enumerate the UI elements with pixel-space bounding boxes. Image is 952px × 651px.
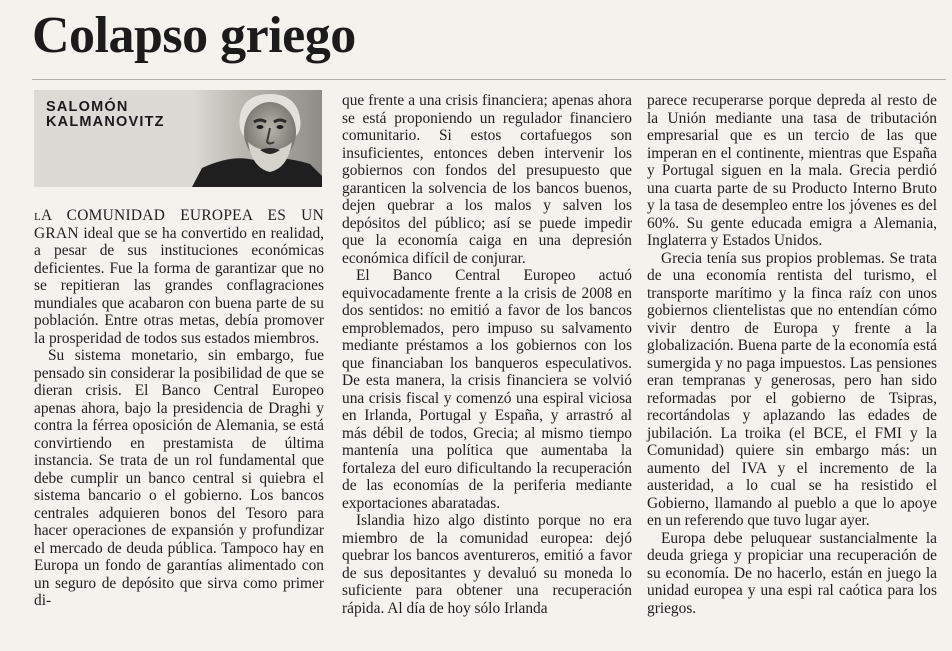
article-paragraph: que frente a una crisis financiera; apenas ahora se está proponiendo un regulador financiero comunitario. Si estos cortafuegos son insuficientes, entonces deben intervenir los gobiernos con fondos del presupuesto que garanticen la solvencia de los bancos buenos, dejen quebrar a los malos y salven los depósitos del público; así se puede impedir que la economía caiga en una depresión económica difícil de conjurar.	[342, 92, 632, 267]
article-paragraph: parece recuperarse porque depreda al resto de la Unión mediante una tasa de tributación empresarial que es un tercio de las que imperan en el continente, mientras que España y Portugal siguen en la mala. Grecia perdió una cuarta parte de su Producto Interno Bruto y la tasa de desempleo entre los jóvenes es del 60%. Su gente educada emigra a Alemania, Inglaterra y Estados Unidos.	[647, 92, 937, 249]
article-paragraph: Europa debe peluquear sustancialmente la deuda griega y propiciar una recuperación de su economía. De no hacerlo, están en juego la unidad europea y una espi ral caótica para los griegos.	[647, 529, 937, 617]
article-paragraph: Su sistema monetario, sin embargo, fue pensado sin considerar la posibilidad de que se dieran crisis. El Banco Central Europeo apenas ahora, bajo la presidencia de Draghi y contra la férrea oposición de Alemania, se está convirtiendo en prestamista de última instancia. Se trata de un rol fundamental que debe cumplir un banco central si quiebra el sistema bancario o el gobierno. Los bancos centrales adquieren bonos del Tesoro para hacer operaciones de expansión y profundizar el mercado de deuda pública. Tampoco hay en Europa un fondo de garantías alimentado con un seguro de depósito que sirva como primer di-	[34, 347, 324, 609]
article-paragraph: El Banco Central Europeo actuó equivocadamente frente a la crisis de 2008 en dos sentidos: no emitió a favor de los bancos emproblemados, pero impuso su salvamento mediante préstamos a los gobiernos con los que financiaban los banqueros especulativos. De esta manera, la crisis financiera se volvió una crisis fiscal y comenzó una espiral viciosa en Irlanda, Portugal y España, y arrastró al más débil de todos, Grecia; al mismo tiempo mantenía una política que aumentaba la fortaleza del euro dificultando la recuperación de las economías de la periferia mediante exportaciones abaratadas.	[342, 267, 632, 512]
author-last-name: KALMANOVITZ	[46, 114, 165, 130]
article-paragraph: Islandia hizo algo distinto porque no era miembro de la comunidad europea: dejó quebrar los bancos aventureros, emitió a favor de sus depositantes y devaluó su moneda lo suficiente para obtener una recuperación rápida. Al día de hoy sólo Irlanda	[342, 512, 632, 617]
author-portrait-icon	[192, 90, 322, 187]
article-paragraph: Grecia tenía sus propios problemas. Se trata de una economía rentista del turismo, el transporte marítimo y la finca raíz con unos gobiernos clientelistas que no entendían cómo vivir dentro de Europa y frente a la globalización. Buena parte de la economía está sumergida y no paga impuestos. Las pensiones eran tempranas y generosas, pero han sido reformadas por el gobierno de Tsipras, recortándolas y aplazando las edades de jubilación. La troika (el BCE, el FMI y la Comunidad) quiere sin embargo más: un aumento del IVA y el incremento de la austeridad, a lo cual se ha resistido el Gobierno, llamando al pueblo a que lo apoye en un referendo que tuvo lugar ayer.	[647, 249, 937, 529]
author-byline	[34, 90, 322, 187]
article-title: Colapso griego	[32, 7, 356, 64]
author-name	[46, 100, 165, 130]
article-paragraph	[34, 207, 324, 347]
title-rule	[32, 79, 946, 80]
author-first-name: SALOMÓN	[46, 99, 129, 115]
article-column-2	[342, 92, 632, 617]
lead-in-caps: lA COMUNIDAD EUROPEA ES UN GRAN	[34, 207, 324, 242]
article-column-1	[34, 207, 324, 610]
article-column-3	[647, 92, 937, 617]
lead-in-text: ideal que se ha convertido en realidad, a pesar de sus instituciones económicas deficientes. Fue la forma de garantizar que no se repitieran las grandes conflagraciones mundiales que acabaron con buena parte de su población. Entre otras metas, debía promover la prosperidad de todos sus estados miembros.	[34, 224, 324, 347]
